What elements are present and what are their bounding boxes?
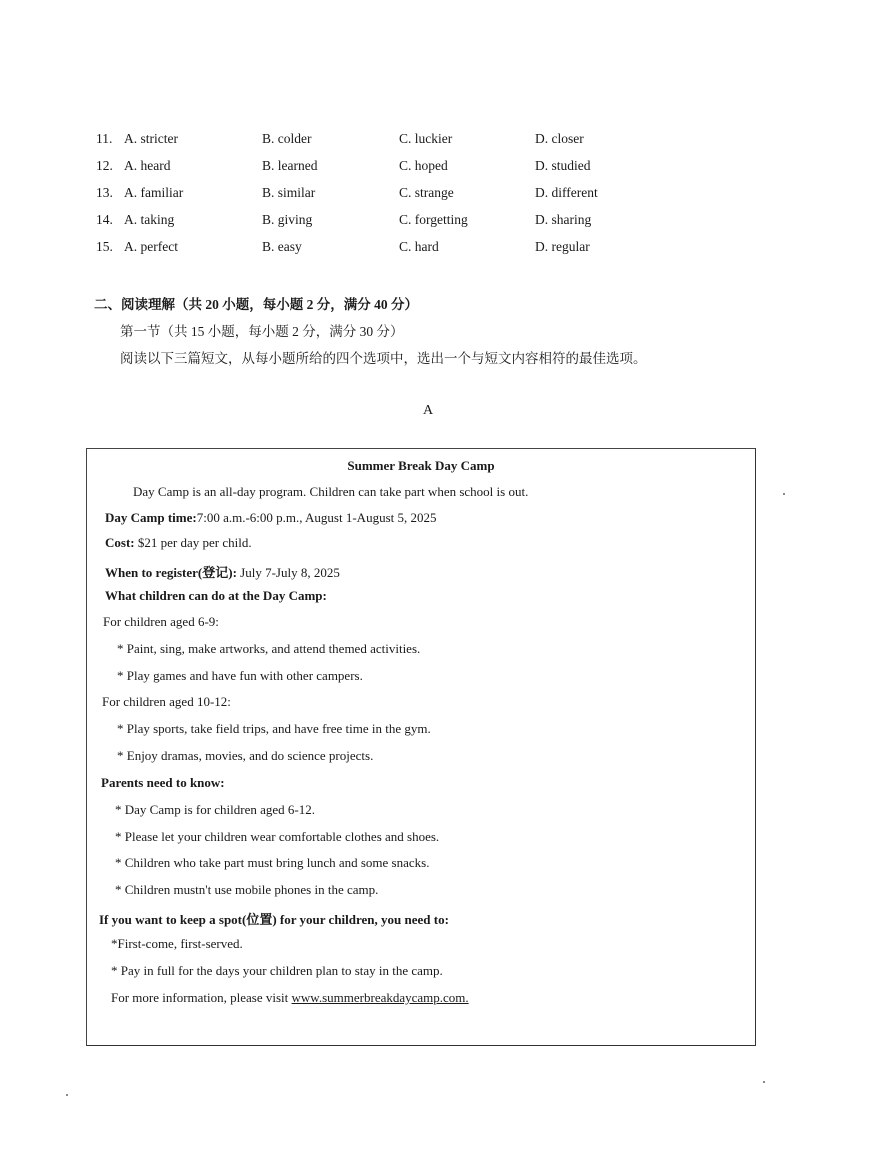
camp-time-line	[105, 510, 437, 526]
register-line	[105, 562, 340, 581]
group2-label: For children aged 10-12:	[102, 694, 231, 709]
scan-speck	[66, 1094, 68, 1096]
group2-item: * Play sports, take field trips, and have free time in the gym.	[117, 721, 431, 736]
parents-heading: Parents need to know:	[101, 775, 225, 790]
cost-line	[105, 535, 252, 551]
option-c: C. strange	[399, 185, 454, 200]
activities-heading: What children can do at the Day Camp:	[105, 588, 327, 603]
section-title: 二、阅读理解（共 20 小题，每小题 2 分，满分 40 分）	[94, 297, 418, 312]
group1-item: * Play games and have fun with other campers.	[117, 668, 363, 683]
more-info-text: For more information, please visit	[111, 990, 292, 1005]
option-d: D. sharing	[535, 212, 592, 227]
question-number: 15.	[96, 239, 113, 254]
parents-item: * Please let your children wear comfortable clothes and shoes.	[115, 829, 440, 844]
spot-item: *First-come, first-served.	[111, 936, 243, 951]
camp-notice-box	[86, 448, 756, 1046]
scan-speck	[763, 1081, 765, 1083]
option-c: C. luckier	[399, 131, 453, 146]
section-instruction: 阅读以下三篇短文，从每小题所给的四个选项中，选出一个与短文内容相符的最佳选项。	[120, 351, 647, 366]
option-b: B. colder	[262, 131, 312, 146]
option-d: D. studied	[535, 158, 591, 173]
option-c: C. hoped	[399, 158, 448, 173]
option-b: B. learned	[262, 158, 318, 173]
group1-label: For children aged 6-9:	[103, 614, 219, 629]
option-a: A. perfect	[124, 239, 178, 254]
option-d: D. regular	[535, 239, 590, 254]
option-d: D. different	[535, 185, 598, 200]
question-number: 11.	[96, 131, 113, 146]
register-value: July 7-July 8, 2025	[236, 565, 340, 580]
option-a: A. familiar	[124, 185, 184, 200]
cost-value: $21 per day per child.	[134, 535, 252, 550]
option-b: B. similar	[262, 185, 316, 200]
notice-title: Summer Break Day Camp	[347, 458, 495, 473]
more-info-line	[111, 990, 469, 1006]
option-c: C. hard	[399, 239, 439, 254]
spot-heading: If you want to keep a spot(位置) for your children, you need to:	[99, 912, 449, 927]
question-number: 13.	[96, 185, 113, 200]
option-a: A. taking	[124, 212, 175, 227]
notice-intro: Day Camp is an all-day program. Children can take part when school is out.	[133, 484, 529, 499]
cost-label: Cost:	[105, 535, 135, 550]
group2-item: * Enjoy dramas, movies, and do science projects.	[117, 748, 374, 763]
group1-item: * Paint, sing, make artworks, and attend themed activities.	[117, 641, 421, 656]
scan-speck	[783, 493, 785, 495]
camp-time-value: 7:00 a.m.-6:00 p.m., August 1-August 5, 2025	[196, 510, 437, 525]
option-c: C. forgetting	[399, 212, 468, 227]
option-b: B. giving	[262, 212, 313, 227]
option-a: A. stricter	[124, 131, 178, 146]
section-subtitle: 第一节（共 15 小题，每小题 2 分，满分 30 分）	[120, 324, 404, 339]
parents-item: * Children who take part must bring lunch and some snacks.	[115, 855, 430, 870]
website-link[interactable]: www.summerbreakdaycamp.com.	[291, 990, 469, 1005]
parents-item: * Day Camp is for children aged 6-12.	[115, 802, 316, 817]
camp-time-label: Day Camp time:	[105, 510, 197, 525]
question-number: 14.	[96, 212, 113, 227]
option-d: D. closer	[535, 131, 584, 146]
spot-item: * Pay in full for the days your children plan to stay in the camp.	[111, 963, 443, 978]
parents-item: * Children mustn't use mobile phones in the camp.	[115, 882, 379, 897]
option-a: A. heard	[124, 158, 171, 173]
register-label: When to register(登记):	[105, 565, 237, 580]
question-number: 12.	[96, 158, 113, 173]
passage-label: A	[422, 403, 434, 418]
option-b: B. easy	[262, 239, 302, 254]
